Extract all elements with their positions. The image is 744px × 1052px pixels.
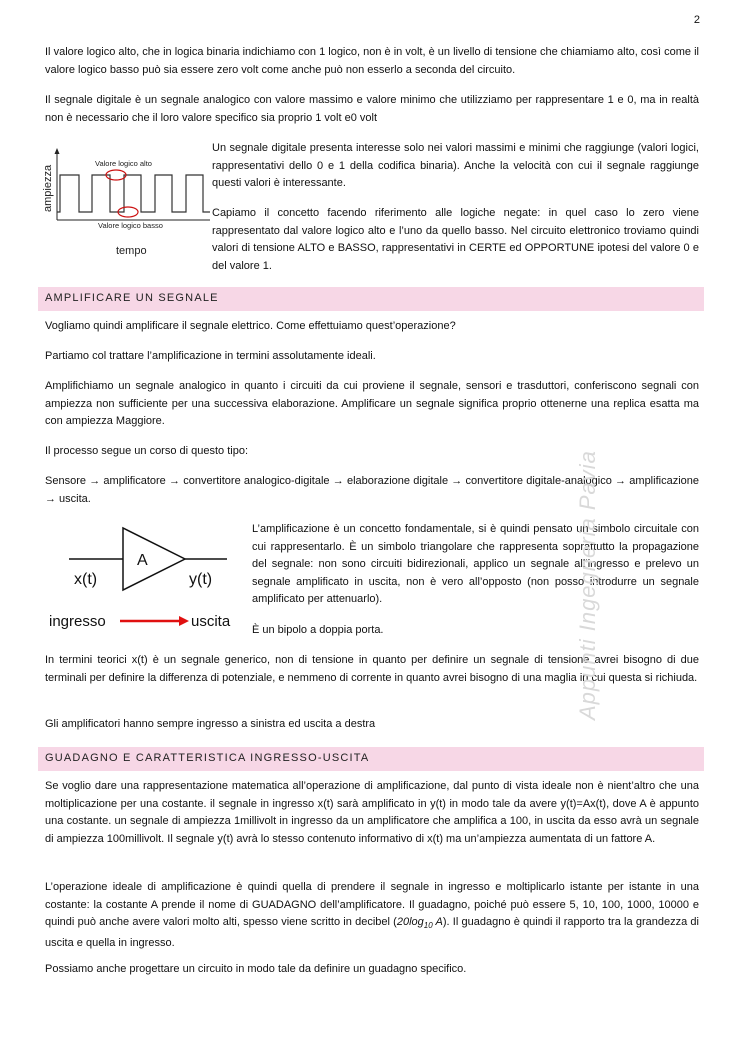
page-number: 2 <box>693 14 700 26</box>
arrow-right-icon <box>179 616 189 626</box>
paragraph: Se voglio dare una rappresentazione matematica all’operazione di amplificazione, dal punto di vista ideale non è nient’altro che una moltiplicazione per una costante. il segnale in ingresso x(t) sarà amplificato in y(t) in modo tale da avere y(t)=Ax(t), dove A è appunto una costante. un segnale di ampiezza 1millivolt in ingresso da un amplificatore che amplifica a 100, in uscita da esso avrà un segnale di ampiezza 100millivolt. Il segnale y(t) avrà lo stesso contenuto informativo di x(t) ma un’ampiezza aumentata di un fattore A. <box>45 780 699 845</box>
paragraph: Partiamo col trattare l’amplificazione in termini assolutamente ideali. <box>45 350 376 362</box>
paragraph-part: ). Il guadagno è quindi il rapporto tra la grandezza di uscita e quella in ingresso. <box>45 916 699 949</box>
paragraph: Gli amplificatori hanno sempre ingresso a sinistra ed uscita a destra <box>45 718 376 730</box>
paragraph: È un bipolo a doppia porta. <box>252 624 384 636</box>
output-label: uscita <box>191 613 231 630</box>
formula: 20log <box>396 916 424 928</box>
paragraph: Il processo segue un corso di questo tipo: <box>45 445 249 457</box>
low-level-label: Valore logico basso <box>98 221 163 230</box>
x-axis-label: tempo <box>116 245 147 257</box>
formula-variable: A <box>432 916 443 928</box>
formula-subscript: 10 <box>423 921 433 931</box>
y-axis-label: ampiezza <box>42 164 54 212</box>
amplifier-figure <box>45 518 245 638</box>
amplifier-gain-label: A <box>137 552 148 569</box>
paragraph <box>45 879 699 952</box>
section-heading-text: AMPLIFICARE UN SEGNALE <box>45 292 219 304</box>
watermark: Appunti Ingegneria Pavia <box>575 450 600 720</box>
digital-signal-figure <box>40 140 210 265</box>
paragraph: Capiamo il concetto facendo riferimento alle logiche negate: in quel caso lo zero viene rappresentato dal valore logico alto e l’uno da quello basso. Nel circuito elettronico troviamo quindi valori di tensione ALTO e BASSO, rappresentativi in CERTE ed OPPORTUNE ipotesi del valore 0 e del valore 1. <box>212 207 699 272</box>
input-signal-label: x(t) <box>74 571 98 588</box>
paragraph: L’amplificazione è un concetto fondamentale, si è quindi pensato un simbolo circuitale con cui rappresentarlo. È un simbolo triangolare che rappresenta soprattutto la propagazione del segnale: non sono circuiti bidirezionali, applico un segnale all’ingresso e prelevo un segnale amplificato in uscita, non è vero all’opposto (non posso introdurre un segnale amplificato per attenuarlo). <box>252 523 699 605</box>
paragraph: Vogliamo quindi amplificare il segnale elettrico. Come effettuiamo quest’operazione? <box>45 320 456 332</box>
paragraph: Amplifichiamo un segnale analogico in quanto i circuiti da cui proviene il segnale, sensori e trasduttori, conferiscono segnali con ampiezza non sufficiente per una successiva elaborazione. Amplificare un segnale significa proprio ottenerne una replica esatta ma con ampiezza Maggiore. <box>45 380 699 427</box>
section-heading-text: GUADAGNO E CARATTERISTICA INGRESSO-USCITA <box>45 752 370 764</box>
output-signal-label: y(t) <box>189 571 213 588</box>
paragraph: Il segnale digitale è un segnale analogico con valore massimo e valore minimo che utilizziamo per rappresentare 1 e 0, ma in realtà non è necessario che il loro valore specifico sia proprio 1 volt e0 volt <box>45 94 699 124</box>
paragraph: Un segnale digitale presenta interesse solo nei valori massimi e minimi che raggiunge (valori logici, rappresentativi dello 0 e 1 della codifica binaria). Anche la velocità con cui il segnale raggiunge questi valori è interessante. <box>212 142 699 189</box>
paragraph: Possiamo anche progettare un circuito in modo tale da definire un guadagno specifico. <box>45 963 467 975</box>
paragraph: Il valore logico alto, che in logica binaria indichiamo con 1 logico, non è in volt, è un livello di tensione che chiamiamo alto, così come il valore logico basso può sia essere zero volt come anche può non esserlo a seconda del circuito. <box>45 46 699 76</box>
section-heading <box>38 747 704 771</box>
high-level-label: Valore logico alto <box>95 159 152 168</box>
paragraph: In termini teorici x(t) è un segnale generico, non di tensione in quanto per definire un segnale di tensione avrei bisogno di due terminali per definire la differenza di potenziale, e nemmeno di corrente in quanto avrei bisogno di una maglia in cui questa si richiuda. <box>45 654 699 684</box>
paragraph-part: L’operazione ideale di amplificazione è quindi quella di prendere il segnale in ingresso e moltiplicarlo istante per istante in una costante: la costante A prende il nome di GUADAGNO dell’amplificatore. Il guadagno, poiché può essere 5, 10, 100, 1000, 10000 e quindi può anche avere valori molto alti, spesso viene scritto in decibel ( <box>45 881 699 928</box>
section-heading <box>38 287 704 311</box>
paragraph: Sensore → amplificatore → convertitore analogico-digitale → elaborazione digitale → convertitore digitale-analogico → amplificazione → uscita. <box>45 475 699 505</box>
input-label: ingresso <box>49 613 106 630</box>
